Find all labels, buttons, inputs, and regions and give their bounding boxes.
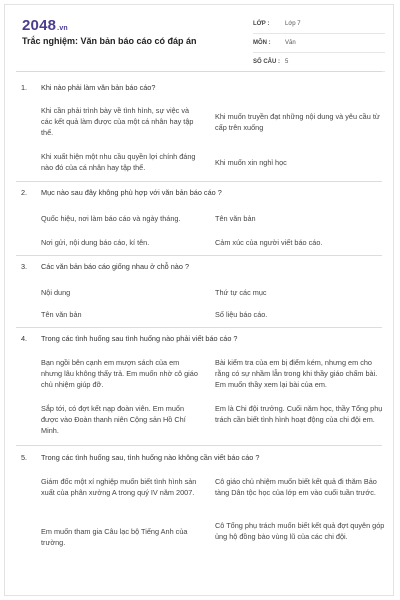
question-text: Trong các tình huống sau, tình huống nào không cần viết báo cáo ?: [41, 453, 260, 462]
question-number: 5.: [21, 453, 28, 462]
question-text: Mục nào sau đây không phù hợp với văn bản báo cáo ?: [41, 188, 222, 197]
question-text: Khi nào phải làm văn bản báo cáo?: [41, 83, 156, 92]
answer-option[interactable]: Quốc hiệu, nơi làm báo cáo và ngày tháng.: [41, 214, 181, 223]
answer-option[interactable]: Nội dung: [41, 288, 71, 297]
meta-key: SỐ CÂU :: [253, 59, 280, 65]
header-divider: [16, 71, 382, 72]
question-divider: [16, 327, 382, 328]
answer-option[interactable]: Khi cần phải trình bày về tình hình, sự việc và các kết quả làm được của một cá nhân hay tập thể.: [41, 106, 194, 137]
worksheet-header: [5, 5, 393, 71]
answer-option[interactable]: Cô giáo chủ nhiệm muốn biết kết quả đi thăm Bảo tàng Dân tộc học của lớp em vào cuối tuần trước.: [215, 477, 377, 497]
answer-option[interactable]: Nơi gửi, nội dung báo cáo, kí tên.: [41, 238, 150, 247]
question-heading: [21, 334, 238, 343]
question-heading: [21, 188, 222, 197]
question-number: 3.: [21, 262, 28, 271]
answer-option[interactable]: Bài kiểm tra của em bị điểm kém, nhưng em cho rằng có sự nhầm lẫn trong khi thầy giáo chấm bài. Em muốn thầy xem lại bài của em.: [215, 358, 378, 389]
answer-option[interactable]: Tên văn bản: [215, 214, 256, 223]
question-number: 2.: [21, 188, 28, 197]
answer-option[interactable]: Khi muốn xin nghỉ học: [215, 158, 287, 167]
answer-option[interactable]: Số liệu báo cáo.: [215, 310, 268, 319]
question-divider: [16, 255, 382, 256]
meta-value: Lớp 7: [285, 21, 301, 27]
answer-option[interactable]: Giám đốc một xí nghiệp muốn biết tình hình sản xuất của phân xưởng A trong quý IV năm 2007.: [41, 477, 197, 497]
question-number: 1.: [21, 83, 28, 92]
answer-option[interactable]: Khi xuất hiện một nhu cầu quyền lợi chính đáng nào đó của cá nhân hay tập thể.: [41, 152, 196, 172]
meta-key: LỚP :: [253, 21, 270, 27]
meta-key: MÔN :: [253, 40, 271, 46]
question-number: 4.: [21, 334, 28, 343]
question-heading: [21, 83, 155, 92]
question-divider: [16, 181, 382, 182]
meta-row-class: [253, 15, 385, 34]
question-heading: [21, 262, 189, 271]
answer-option[interactable]: Bạn ngồi bên cạnh em mượn sách của em nhưng lâu không thấy trả. Em muốn nhờ cô giáo chủ nhiệm giúp đỡ.: [41, 358, 198, 389]
question-heading: [21, 453, 259, 462]
worksheet-page: [4, 4, 394, 596]
meta-value: 5: [285, 59, 289, 65]
page-title: Trắc nghiệm: Văn bản báo cáo có đáp án: [22, 36, 197, 46]
answer-option[interactable]: Em là Chi đội trưởng. Cuối năm học, thầy Tổng phụ trách cần biết tình hình hoạt động của chi đội em.: [215, 404, 383, 424]
answer-option[interactable]: Khi muốn truyền đạt những nội dung và yêu cầu từ cấp trên xuống: [215, 112, 380, 132]
question-divider: [16, 445, 382, 446]
answer-option[interactable]: Sắp tới, có đợt kết nạp đoàn viên. Em muốn được vào Đoàn thanh niên Cộng sản Hồ Chí Minh.: [41, 404, 186, 435]
meta-row-count: [253, 53, 385, 72]
meta-row-subject: [253, 34, 385, 53]
answer-option[interactable]: Cô Tổng phụ trách muốn biết kết quả đợt quyên góp ủng hộ đồng bào vùng lũ của các chi đội.: [215, 521, 385, 541]
answer-option[interactable]: Cảm xúc của người viết báo cáo.: [215, 238, 323, 247]
question-text: Các văn bản báo cáo giống nhau ở chỗ nào ?: [41, 262, 189, 271]
logo-text: 2048: [22, 17, 57, 34]
meta-table: [253, 15, 385, 72]
answer-option[interactable]: Thứ tự các mục: [215, 288, 267, 297]
meta-value: Văn: [285, 40, 296, 46]
question-text: Trong các tình huống sau tình huống nào phải viết báo cáo ?: [41, 334, 238, 343]
site-logo[interactable]: [22, 17, 68, 34]
logo-suffix: .vn: [57, 25, 68, 32]
answer-option[interactable]: Em muốn tham gia Câu lạc bộ Tiếng Anh của trường.: [41, 527, 188, 547]
answer-option[interactable]: Tên văn bản: [41, 310, 82, 319]
